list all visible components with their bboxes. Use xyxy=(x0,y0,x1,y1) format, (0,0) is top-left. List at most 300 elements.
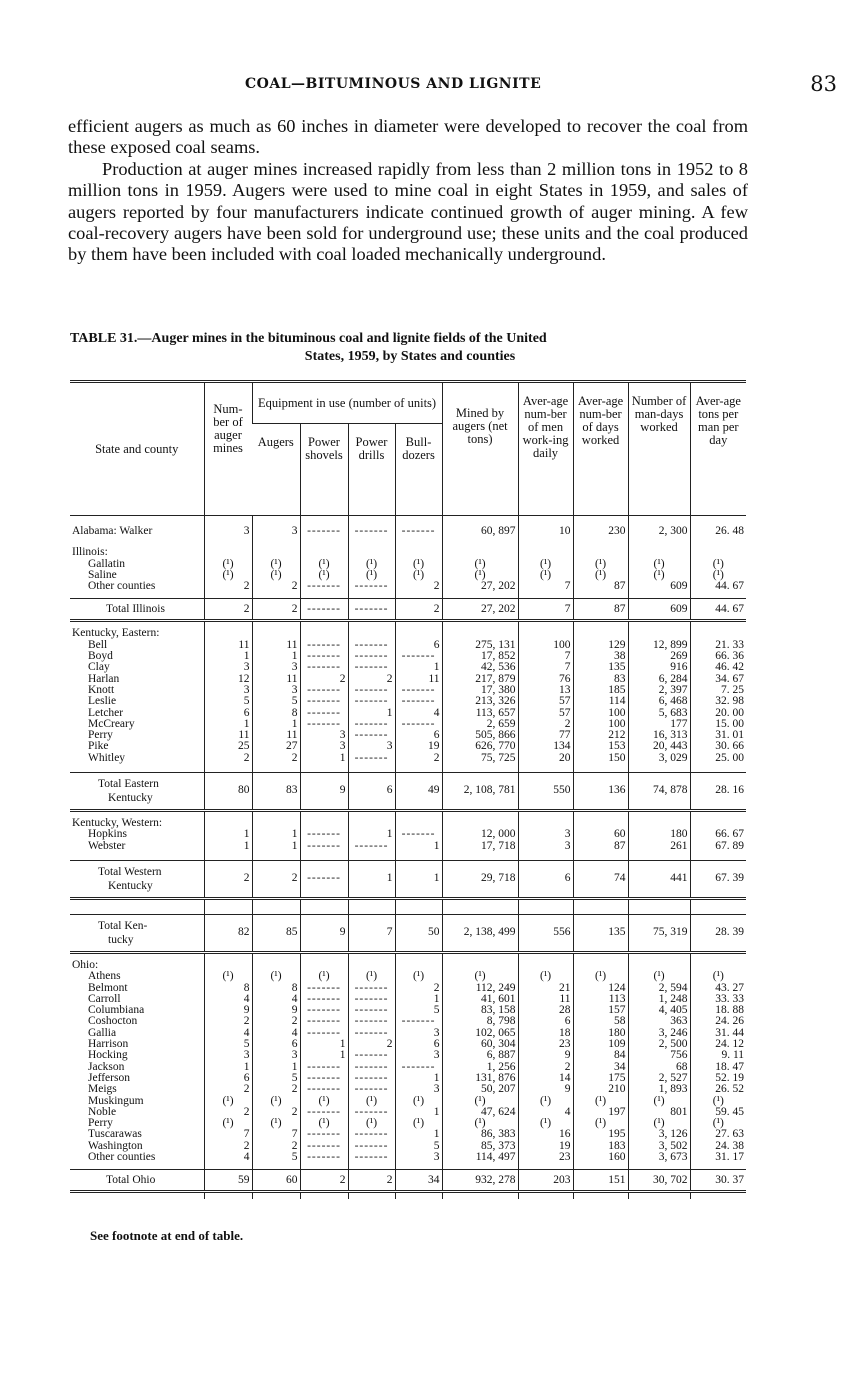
cell-value: 2 xyxy=(348,1170,395,1192)
row-label: Washington xyxy=(88,1139,143,1152)
cell-value: ------- xyxy=(395,829,442,840)
cell-value: 7 xyxy=(518,662,573,673)
cell xyxy=(690,547,746,558)
cell-value: 34 xyxy=(573,1062,628,1073)
cell-value: (¹) xyxy=(395,1118,442,1129)
cell-value: 1 xyxy=(348,708,395,719)
row-label: Hocking xyxy=(88,1049,128,1062)
cell-value: 6 xyxy=(204,708,252,719)
cell-value: 197 xyxy=(573,1107,628,1118)
cell-value: 24. 26 xyxy=(690,1016,746,1027)
cell-value: 1 xyxy=(395,860,442,898)
cell-value: (¹) xyxy=(348,559,395,570)
cell-value: 2 xyxy=(204,581,252,592)
cell-value: 9 xyxy=(300,773,348,811)
cell-value: ------- xyxy=(300,829,348,840)
cell-value: 129 xyxy=(573,640,628,651)
cell-value: 2 xyxy=(300,1170,348,1192)
cell-value: (¹) xyxy=(442,1118,518,1129)
row-label: Ohio: xyxy=(72,958,99,971)
cell-value: 3 xyxy=(252,1050,300,1061)
cell-value: 1, 248 xyxy=(628,994,690,1005)
cell-value: (¹) xyxy=(204,971,252,982)
cell-value: (¹) xyxy=(300,559,348,570)
row-label-line: Total Ken- xyxy=(98,919,148,932)
cell-value: 16, 313 xyxy=(628,730,690,741)
cell-value: ------- xyxy=(348,983,395,994)
cell-value: 2 xyxy=(252,753,300,764)
cell-value: 113, 657 xyxy=(442,708,518,719)
cell-value: 1 xyxy=(252,829,300,840)
cell-value: 83 xyxy=(573,674,628,685)
cell-value: 86, 383 xyxy=(442,1129,518,1140)
table-row xyxy=(70,1096,746,1107)
cell-value: 7 xyxy=(348,914,395,952)
cell-value: 2 xyxy=(252,1107,300,1118)
cell-value: (¹) xyxy=(573,559,628,570)
cell-value: 1 xyxy=(395,1073,442,1084)
cell-value: (¹) xyxy=(395,559,442,570)
cell-value: ------- xyxy=(348,1129,395,1140)
cell-value: 3 xyxy=(518,829,573,840)
cell-value: (¹) xyxy=(252,1096,300,1107)
cell-value: 47, 624 xyxy=(442,1107,518,1118)
cell-value: (¹) xyxy=(395,971,442,982)
cell-value: 57 xyxy=(518,696,573,707)
cell-value: ------- xyxy=(348,581,395,592)
cell-value: 114, 497 xyxy=(442,1152,518,1163)
cell-value: ------- xyxy=(348,1084,395,1095)
cell-value: 85, 373 xyxy=(442,1141,518,1152)
row-label: Tuscarawas xyxy=(88,1128,142,1141)
cell-value: 932, 278 xyxy=(442,1170,518,1192)
cell-value: ------- xyxy=(300,708,348,719)
cell-value: 1 xyxy=(395,994,442,1005)
paragraph: efficient augers as much as 60 inches in diameter were developed to recover the coal from these exposed coal seams. xyxy=(68,116,748,158)
cell-value: (¹) xyxy=(442,559,518,570)
cell-value: ------- xyxy=(300,1016,348,1027)
table-row xyxy=(70,559,746,570)
cell-value: 5 xyxy=(395,1141,442,1152)
cell-value: 2 xyxy=(395,753,442,764)
table-row xyxy=(70,773,746,811)
table-row xyxy=(70,719,746,730)
cell-value: 83 xyxy=(252,773,300,811)
cell-value: (¹) xyxy=(252,570,300,581)
table-row xyxy=(70,960,746,971)
cell-value: 2, 300 xyxy=(628,526,690,537)
cell xyxy=(442,547,518,558)
cell-value: 9 xyxy=(252,1005,300,1016)
cell-value: 3 xyxy=(395,1050,442,1061)
cell-value: 25. 00 xyxy=(690,753,746,764)
cell-value: ------- xyxy=(348,1152,395,1163)
cell-value: 100 xyxy=(518,640,573,651)
cell-value: 2, 397 xyxy=(628,685,690,696)
cell-value: 18. 47 xyxy=(690,1062,746,1073)
cell-value: 67. 39 xyxy=(690,860,746,898)
cell-value: 15. 00 xyxy=(690,719,746,730)
cell-value: 5 xyxy=(204,1039,252,1050)
cell-value: 11 xyxy=(395,674,442,685)
row-label: McCreary xyxy=(88,717,135,730)
cell-value: 19 xyxy=(395,741,442,752)
table-row xyxy=(70,599,746,621)
cell-value: 30. 37 xyxy=(690,1170,746,1192)
cell-value: 58 xyxy=(573,1016,628,1027)
cell-value: ------- xyxy=(300,994,348,1005)
row-label: Muskingum xyxy=(88,1094,144,1107)
cell-value: 175 xyxy=(573,1073,628,1084)
cell-value: 195 xyxy=(573,1129,628,1140)
cell-value: 13 xyxy=(518,685,573,696)
cell-value: (¹) xyxy=(518,971,573,982)
table-body xyxy=(70,516,746,1200)
cell-value: 24. 12 xyxy=(690,1039,746,1050)
cell-value: (¹) xyxy=(518,1096,573,1107)
cell-value: ------- xyxy=(348,696,395,707)
cell-value: ------- xyxy=(348,662,395,673)
cell-value: 27, 202 xyxy=(442,599,518,621)
cell-value: ------- xyxy=(395,719,442,730)
cell-value: 44. 67 xyxy=(690,581,746,592)
cell-value: 2 xyxy=(204,860,252,898)
cell-value: 8 xyxy=(204,983,252,994)
table-row xyxy=(70,581,746,592)
cell-value: 17, 852 xyxy=(442,651,518,662)
row-label xyxy=(70,773,204,811)
cell-value: (¹) xyxy=(442,1096,518,1107)
cell-value: 60 xyxy=(252,1170,300,1192)
cell xyxy=(300,547,348,558)
col-header-tons: Aver-age tons per man per day xyxy=(690,382,746,516)
cell-value: 3, 673 xyxy=(628,1152,690,1163)
cell-value: 6 xyxy=(252,1039,300,1050)
cell-value: ------- xyxy=(300,651,348,662)
cell-value: (¹) xyxy=(348,971,395,982)
cell-value: 68 xyxy=(628,1062,690,1073)
caption-line: States, 1959, by States and counties xyxy=(304,349,516,364)
cell-value: 2 xyxy=(204,1084,252,1095)
cell-value: 261 xyxy=(628,841,690,852)
cell-value: 52. 19 xyxy=(690,1073,746,1084)
cell-value: 7 xyxy=(204,1129,252,1140)
cell-value: 1 xyxy=(252,1062,300,1073)
cell-value: 626, 770 xyxy=(442,741,518,752)
cell-value: 2 xyxy=(395,599,442,621)
cell-value: 2 xyxy=(518,1062,573,1073)
cell-value: 29, 718 xyxy=(442,860,518,898)
cell-value: 5 xyxy=(252,1073,300,1084)
table-row xyxy=(70,1039,746,1050)
running-title: COAL—BITUMINOUS AND LIGNITE xyxy=(245,76,542,92)
cell-value: 177 xyxy=(628,719,690,730)
cell-value: 203 xyxy=(518,1170,573,1192)
cell-value: 28 xyxy=(518,1005,573,1016)
cell-value: 1 xyxy=(348,829,395,840)
cell-value: (¹) xyxy=(690,570,746,581)
table-row xyxy=(70,1073,746,1084)
cell-value: 1 xyxy=(252,841,300,852)
cell-value: 9 xyxy=(204,1005,252,1016)
cell-value: 134 xyxy=(518,741,573,752)
cell-value: (¹) xyxy=(573,971,628,982)
row-label: Total Illinois xyxy=(70,599,204,621)
cell-value: 1, 893 xyxy=(628,1084,690,1095)
col-header-shovels: Power shovels xyxy=(300,424,348,516)
cell-value: 3 xyxy=(395,1152,442,1163)
cell-value: (¹) xyxy=(348,1118,395,1129)
cell-value: 46. 42 xyxy=(690,662,746,673)
row-label: Illinois: xyxy=(72,546,108,559)
row-label-line: Kentucky xyxy=(108,879,153,892)
cell-value: ------- xyxy=(395,685,442,696)
cell-value: 3 xyxy=(204,526,252,537)
cell-value: 2 xyxy=(348,674,395,685)
cell-value: 5, 683 xyxy=(628,708,690,719)
row-label: Noble xyxy=(88,1105,117,1118)
cell-value: 1 xyxy=(300,753,348,764)
cell-value: 12, 000 xyxy=(442,829,518,840)
cell-value: ------- xyxy=(348,730,395,741)
cell-value: 100 xyxy=(573,719,628,730)
cell-value: 3 xyxy=(300,730,348,741)
row-label: Whitley xyxy=(88,751,126,764)
cell-value: 1 xyxy=(252,719,300,730)
cell-value: 5 xyxy=(395,1005,442,1016)
cell-value: 31. 01 xyxy=(690,730,746,741)
running-header xyxy=(70,72,837,100)
cell-value: 2, 594 xyxy=(628,983,690,994)
cell-value: 441 xyxy=(628,860,690,898)
row-label: Alabama: Walker xyxy=(72,525,153,537)
table-row xyxy=(70,1170,746,1192)
cell-value: 135 xyxy=(573,914,628,952)
cell-value: 210 xyxy=(573,1084,628,1095)
cell-value: (¹) xyxy=(300,570,348,581)
cell-value: ------- xyxy=(300,599,348,621)
cell-value: 213, 326 xyxy=(442,696,518,707)
cell-value: 150 xyxy=(573,753,628,764)
cell-value: 34. 67 xyxy=(690,674,746,685)
cell-value: 2 xyxy=(252,1141,300,1152)
cell xyxy=(204,547,252,558)
cell-value: 4 xyxy=(518,1107,573,1118)
cell xyxy=(518,547,573,558)
cell-value: 38 xyxy=(573,651,628,662)
row-label: Letcher xyxy=(88,706,124,719)
cell-value: ------- xyxy=(300,1028,348,1039)
cell-value: ------- xyxy=(300,719,348,730)
cell-value: 11 xyxy=(252,730,300,741)
cell-value: ------- xyxy=(348,640,395,651)
cell-value: 7 xyxy=(518,651,573,662)
cell-value: 30, 702 xyxy=(628,1170,690,1192)
row-label: Pike xyxy=(88,740,109,753)
cell-value: (¹) xyxy=(690,1096,746,1107)
cell-value: 1 xyxy=(204,841,252,852)
cell-value: 151 xyxy=(573,1170,628,1192)
cell-value: ------- xyxy=(348,719,395,730)
cell-value: 112, 249 xyxy=(442,983,518,994)
cell-value: 2 xyxy=(204,1107,252,1118)
cell-value: 84 xyxy=(573,1050,628,1061)
cell-value: 26. 48 xyxy=(690,526,746,537)
cell-value: 4, 405 xyxy=(628,1005,690,1016)
cell-value: 135 xyxy=(573,662,628,673)
cell-value: 82 xyxy=(204,914,252,952)
cell-value: 180 xyxy=(628,829,690,840)
col-header-mines: Num-ber of auger mines xyxy=(204,382,252,516)
cell-value: 1 xyxy=(395,1107,442,1118)
table-row xyxy=(70,841,746,852)
cell-value: 87 xyxy=(573,581,628,592)
cell-value: (¹) xyxy=(300,971,348,982)
table-row xyxy=(70,662,746,673)
cell-value: 11 xyxy=(252,674,300,685)
row-label-line: Total Western xyxy=(98,865,162,878)
cell-value: 6, 284 xyxy=(628,674,690,685)
cell-value: 23 xyxy=(518,1152,573,1163)
cell-value: (¹) xyxy=(442,971,518,982)
cell-value: 2 xyxy=(252,1084,300,1095)
table-row xyxy=(70,1141,746,1152)
cell-value: 2 xyxy=(204,1141,252,1152)
table-row xyxy=(70,741,746,752)
cell-value: 183 xyxy=(573,1141,628,1152)
row-label: Harlan xyxy=(88,672,120,685)
cell-value: (¹) xyxy=(442,570,518,581)
cell-value: 24. 38 xyxy=(690,1141,746,1152)
cell-value: ------- xyxy=(348,1028,395,1039)
cell-value: 11 xyxy=(204,640,252,651)
cell-value: 801 xyxy=(628,1107,690,1118)
cell-value: 609 xyxy=(628,599,690,621)
row-label: Gallia xyxy=(88,1026,117,1039)
cell-value: 74 xyxy=(573,860,628,898)
cell-value: ------- xyxy=(395,696,442,707)
cell-value: 20, 443 xyxy=(628,741,690,752)
row-label: Meigs xyxy=(88,1083,117,1096)
cell-value: ------- xyxy=(348,1141,395,1152)
cell-value: 2 xyxy=(204,599,252,621)
cell xyxy=(348,547,395,558)
table-caption xyxy=(70,330,750,366)
table-row xyxy=(70,860,746,898)
cell-value: 60, 897 xyxy=(442,526,518,537)
cell-value: ------- xyxy=(300,983,348,994)
cell-value: 7 xyxy=(252,1129,300,1140)
cell-value: 230 xyxy=(573,526,628,537)
cell-value: 3 xyxy=(348,741,395,752)
table-row xyxy=(70,1152,746,1163)
cell-value: 114 xyxy=(573,696,628,707)
row-label: Perry xyxy=(88,729,113,742)
table-row xyxy=(70,1107,746,1118)
cell-value: 50 xyxy=(395,914,442,952)
row-label: Other counties xyxy=(88,580,156,593)
cell-value: 3 xyxy=(395,1028,442,1039)
table-row xyxy=(70,914,746,952)
cell-value: 2 xyxy=(348,1039,395,1050)
cell-value: 5 xyxy=(204,696,252,707)
cell-value: 3, 029 xyxy=(628,753,690,764)
cell-value: 27. 63 xyxy=(690,1129,746,1140)
cell-value: ------- xyxy=(395,1016,442,1027)
cell-value: 2 xyxy=(252,1016,300,1027)
cell-value: 756 xyxy=(628,1050,690,1061)
cell-value: 505, 866 xyxy=(442,730,518,741)
row-label: Knott xyxy=(88,683,115,696)
cell-value: ------- xyxy=(348,599,395,621)
cell-value: 3 xyxy=(204,1050,252,1061)
cell-value: 2 xyxy=(204,753,252,764)
cell-value: ------- xyxy=(395,526,442,537)
table-row xyxy=(70,526,746,537)
cell-value: 2 xyxy=(300,674,348,685)
cell-value: ------- xyxy=(300,696,348,707)
cell-value: ------- xyxy=(300,685,348,696)
cell-value: 3 xyxy=(518,841,573,852)
cell-value: 1 xyxy=(204,719,252,730)
cell-value: 2, 659 xyxy=(442,719,518,730)
cell-value: 26. 52 xyxy=(690,1084,746,1095)
cell-value: 9 xyxy=(518,1084,573,1095)
cell-value: 75, 319 xyxy=(628,914,690,952)
cell-value: ------- xyxy=(395,1062,442,1073)
cell-value: 33. 33 xyxy=(690,994,746,1005)
row-label: Perry xyxy=(88,1117,113,1130)
row-label: Jackson xyxy=(88,1060,125,1073)
table-row xyxy=(70,730,746,741)
auger-mines-table xyxy=(70,380,746,1199)
cell-value: 6, 468 xyxy=(628,696,690,707)
cell-value: 19 xyxy=(518,1141,573,1152)
cell-value: (¹) xyxy=(252,559,300,570)
cell-value: 217, 879 xyxy=(442,674,518,685)
cell-value: 18 xyxy=(518,1028,573,1039)
cell-value: (¹) xyxy=(573,570,628,581)
cell-value: 27, 202 xyxy=(442,581,518,592)
cell-value: ------- xyxy=(300,860,348,898)
cell-value: 20. 00 xyxy=(690,708,746,719)
cell-value: 1 xyxy=(395,662,442,673)
cell-value: ------- xyxy=(348,1107,395,1118)
row-label-line: tucky xyxy=(108,933,134,946)
cell-value: 18. 88 xyxy=(690,1005,746,1016)
cell-value: 180 xyxy=(573,1028,628,1039)
table-row xyxy=(70,1028,746,1039)
cell-value: (¹) xyxy=(573,1096,628,1107)
cell-value: 6 xyxy=(395,1039,442,1050)
table-row xyxy=(70,1062,746,1073)
cell-value: 60, 304 xyxy=(442,1039,518,1050)
cell-value: (¹) xyxy=(300,1096,348,1107)
cell-value: 17, 718 xyxy=(442,841,518,852)
cell-value: 1 xyxy=(395,841,442,852)
cell-value: ------- xyxy=(395,651,442,662)
cell xyxy=(628,547,690,558)
cell-value: 9. 11 xyxy=(690,1050,746,1061)
cell-value: 67. 89 xyxy=(690,841,746,852)
footnote: See footnote at end of table. xyxy=(90,1228,244,1243)
cell-value: ------- xyxy=(348,1005,395,1016)
cell-value: 14 xyxy=(518,1073,573,1084)
cell-value: 28. 39 xyxy=(690,914,746,952)
cell-value: 77 xyxy=(518,730,573,741)
cell-value: 76 xyxy=(518,674,573,685)
cell-value: 59 xyxy=(204,1170,252,1192)
